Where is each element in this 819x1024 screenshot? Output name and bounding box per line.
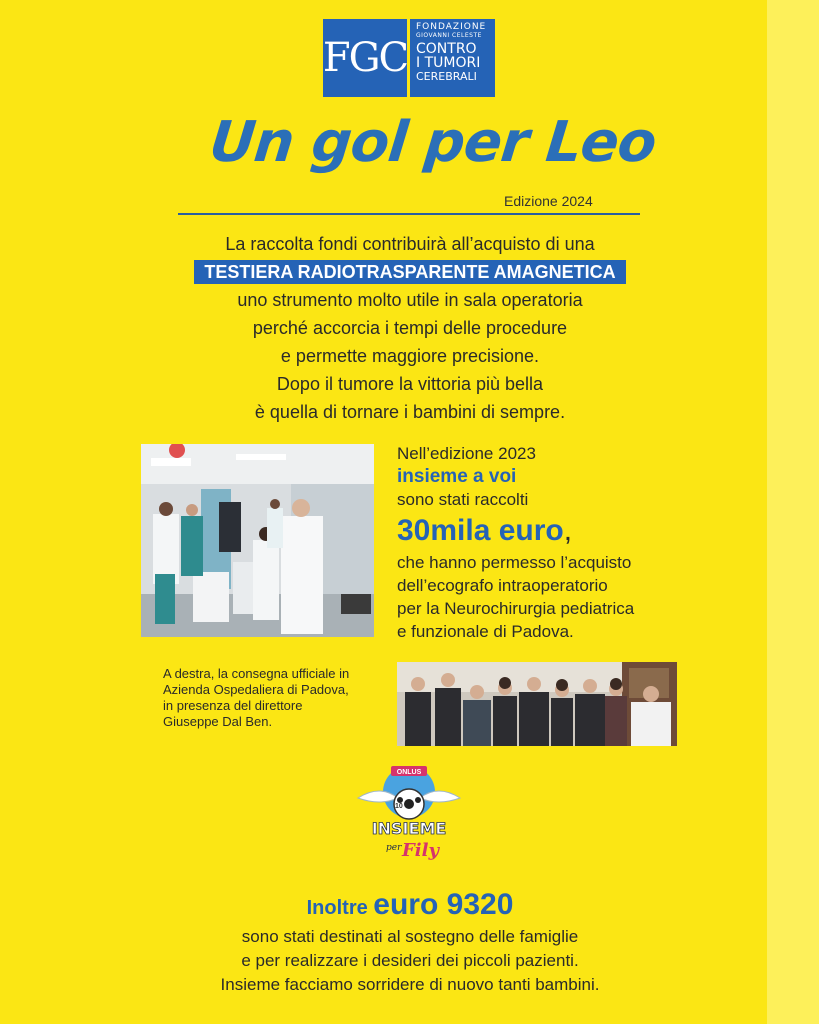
logo-monogram: FGC	[323, 19, 407, 97]
product-banner: TESTIERA RADIOTRASPARENTE AMAGNETICA	[194, 260, 625, 284]
edition-2023-text	[397, 442, 697, 643]
closing-text	[150, 888, 670, 997]
edition-2023-line: per la Neurochirurgia pediatrica	[397, 599, 635, 618]
hospital-photo	[141, 444, 374, 637]
badge-number: 10	[395, 803, 403, 810]
intro-text	[120, 230, 700, 426]
delivery-group-photo	[397, 662, 677, 746]
highlight-text: insieme a voi	[397, 466, 517, 487]
intro-line: La raccolta fondi contribuirà all’acquisto di una	[225, 234, 595, 254]
right-edge-strip	[767, 0, 819, 1024]
badge-word-per: per	[386, 843, 402, 853]
logo-wordmark	[410, 19, 495, 97]
insieme-per-fily-logo	[350, 762, 468, 868]
intro-line: uno strumento molto utile in sala operatoria	[237, 290, 583, 310]
badge-onlus: ONLUS	[396, 769, 422, 776]
photo-caption	[163, 666, 388, 730]
amount-2023: 30mila euro	[397, 514, 564, 547]
logo-line-1: FONDAZIONE	[416, 22, 487, 32]
title-divider	[178, 213, 640, 215]
caption-line: in presenza del direttore	[163, 698, 303, 713]
page-title: Un gol per Leo	[206, 110, 659, 175]
foundation-logo	[323, 19, 495, 97]
edition-2023-line: e funzionale di Padova.	[397, 622, 574, 641]
closing-line: sono stati destinati al sostegno delle famiglie	[241, 927, 579, 946]
closing-amount: euro 9320	[373, 888, 514, 921]
caption-line: Azienda Ospedaliera di Padova,	[163, 682, 349, 697]
badge-word-insieme: INSIEME	[371, 819, 447, 838]
logo-line-5: CEREBRALI	[416, 70, 477, 83]
logo-line-4: I TUMORI	[416, 55, 481, 71]
intro-line: Dopo il tumore la vittoria più bella	[276, 374, 544, 394]
closing-line: Insieme facciamo sorridere di nuovo tanti bambini.	[220, 975, 600, 994]
edition-2023-line: sono stati raccolti	[397, 490, 529, 509]
closing-line: e per realizzare i desideri dei piccoli pazienti.	[241, 951, 579, 970]
caption-line: A destra, la consegna ufficiale in	[163, 666, 350, 681]
edition-2023-line: Nell’edizione 2023	[397, 444, 536, 463]
edition-label: Edizione 2024	[504, 193, 593, 209]
caption-line: Giuseppe Dal Ben.	[163, 714, 273, 729]
edition-2023-line: che hanno permesso l’acquisto	[397, 553, 632, 572]
logo-line-3: CONTRO	[416, 41, 477, 57]
closing-prefix: Inoltre	[306, 897, 368, 919]
intro-line: è quella di tornare i bambini di sempre.	[254, 402, 566, 422]
amount-suffix: ,	[563, 514, 573, 547]
intro-line: perché accorcia i tempi delle procedure	[252, 318, 568, 338]
edition-2023-line: dell’ecografo intraoperatorio	[397, 576, 608, 595]
badge-word-fily: Fily	[402, 840, 439, 861]
intro-line: e permette maggiore precisione.	[280, 346, 540, 366]
logo-line-2: GIOVANNI CELESTE	[416, 32, 482, 39]
